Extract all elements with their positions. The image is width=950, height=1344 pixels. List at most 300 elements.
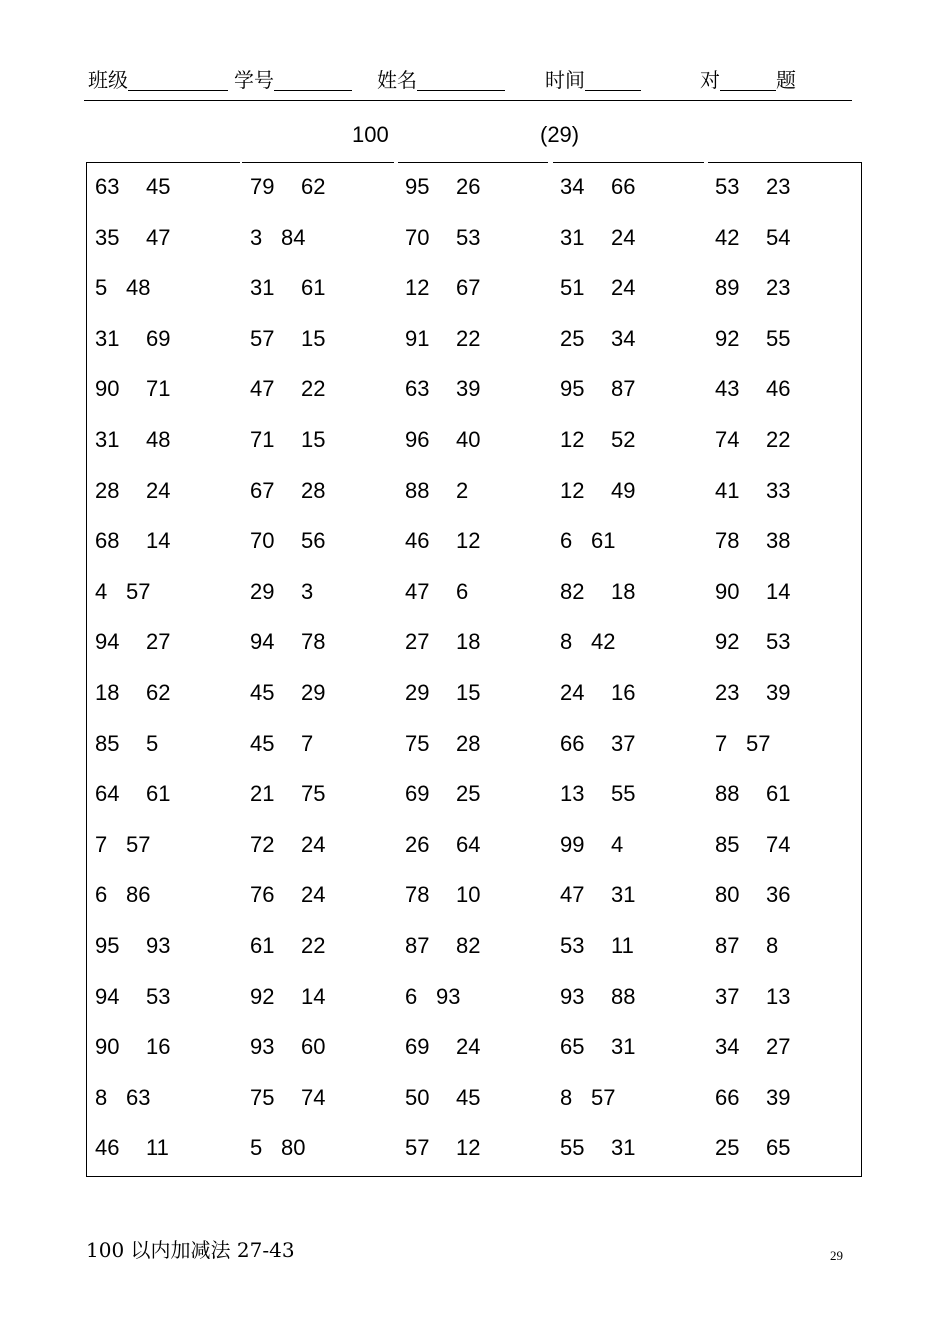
first-operand: 71 bbox=[250, 426, 275, 452]
problem-cell bbox=[95, 314, 170, 365]
second-operand: 74 bbox=[766, 831, 791, 857]
problem-cell bbox=[95, 466, 170, 517]
second-operand: 11 bbox=[146, 1135, 169, 1161]
problem-cell bbox=[250, 617, 325, 668]
problem-cell bbox=[95, 162, 170, 213]
first-operand: 69 bbox=[405, 781, 430, 807]
problem-cell bbox=[405, 516, 480, 567]
first-operand: 57 bbox=[250, 325, 275, 351]
first-operand: 6 bbox=[95, 882, 108, 908]
first-operand: 63 bbox=[95, 174, 120, 199]
second-operand: 31 bbox=[611, 1135, 636, 1161]
first-operand: 34 bbox=[560, 174, 585, 199]
second-operand: 87 bbox=[611, 376, 636, 402]
problem-cell bbox=[405, 921, 480, 972]
problem-cell bbox=[250, 1123, 305, 1174]
first-operand: 29 bbox=[405, 679, 430, 705]
first-operand: 68 bbox=[95, 528, 120, 554]
problem-cell bbox=[715, 567, 790, 618]
first-operand: 70 bbox=[405, 224, 430, 250]
second-operand: 5 bbox=[146, 730, 159, 756]
problem-cell bbox=[250, 820, 325, 871]
first-operand: 91 bbox=[405, 325, 430, 351]
problem-cell bbox=[560, 466, 635, 517]
problem-cell bbox=[560, 1073, 615, 1124]
second-operand: 55 bbox=[766, 325, 791, 351]
second-operand: 84 bbox=[281, 224, 306, 250]
first-operand: 18 bbox=[95, 679, 120, 705]
problem-cell bbox=[715, 668, 790, 719]
second-operand: 14 bbox=[766, 578, 791, 604]
problem-cell bbox=[405, 213, 480, 264]
second-operand: 15 bbox=[301, 325, 326, 351]
problem-cell bbox=[560, 1022, 635, 1073]
problem-cell bbox=[95, 719, 158, 770]
second-operand: 23 bbox=[766, 275, 791, 301]
second-operand: 13 bbox=[766, 983, 791, 1009]
first-operand: 35 bbox=[95, 224, 120, 250]
problem-cell bbox=[250, 364, 325, 415]
second-operand: 24 bbox=[301, 882, 326, 908]
problem-cell bbox=[560, 415, 635, 466]
problem-cell bbox=[405, 870, 480, 921]
second-operand: 28 bbox=[456, 730, 481, 756]
second-operand: 14 bbox=[146, 528, 171, 554]
problem-cell bbox=[560, 870, 635, 921]
time-blank[interactable] bbox=[585, 68, 641, 91]
first-operand: 90 bbox=[715, 578, 740, 604]
second-operand: 25 bbox=[456, 781, 481, 807]
problem-cell bbox=[95, 567, 150, 618]
second-operand: 86 bbox=[126, 882, 151, 908]
second-operand: 75 bbox=[301, 781, 326, 807]
second-operand: 57 bbox=[126, 578, 151, 604]
problem-cell bbox=[405, 820, 480, 871]
table-row bbox=[95, 1022, 860, 1073]
problem-cell bbox=[560, 617, 615, 668]
first-operand: 21 bbox=[250, 781, 275, 807]
second-operand: 27 bbox=[766, 1034, 791, 1060]
problem-cell bbox=[95, 1022, 170, 1073]
worksheet-header bbox=[84, 64, 852, 101]
table-row bbox=[95, 567, 860, 618]
problem-cell bbox=[560, 263, 635, 314]
first-operand: 89 bbox=[715, 275, 740, 301]
first-operand: 65 bbox=[560, 1034, 585, 1060]
problem-cell bbox=[560, 1123, 635, 1174]
second-operand: 88 bbox=[611, 983, 636, 1009]
second-operand: 22 bbox=[301, 932, 326, 958]
first-operand: 27 bbox=[405, 629, 430, 655]
second-operand: 39 bbox=[766, 679, 791, 705]
problem-cell bbox=[405, 567, 468, 618]
second-operand: 80 bbox=[281, 1135, 306, 1161]
problem-cell bbox=[715, 921, 778, 972]
second-operand: 12 bbox=[456, 528, 481, 554]
table-row bbox=[95, 719, 860, 770]
second-operand: 53 bbox=[146, 983, 171, 1009]
problem-cell bbox=[250, 162, 325, 213]
first-operand: 92 bbox=[715, 629, 740, 655]
first-operand: 78 bbox=[405, 882, 430, 908]
second-operand: 57 bbox=[746, 730, 771, 756]
first-operand: 34 bbox=[715, 1034, 740, 1060]
second-operand: 12 bbox=[456, 1135, 481, 1161]
first-operand: 46 bbox=[95, 1135, 120, 1161]
second-operand: 24 bbox=[301, 831, 326, 857]
second-operand: 78 bbox=[301, 629, 326, 655]
first-operand: 67 bbox=[250, 477, 275, 503]
first-operand: 96 bbox=[405, 426, 430, 452]
second-operand: 62 bbox=[146, 679, 171, 705]
first-operand: 13 bbox=[560, 781, 585, 807]
first-operand: 80 bbox=[715, 882, 740, 908]
problem-cell bbox=[250, 769, 325, 820]
second-operand: 61 bbox=[301, 275, 326, 301]
problem-cell bbox=[405, 972, 460, 1023]
second-operand: 63 bbox=[126, 1084, 151, 1110]
problem-cell bbox=[250, 870, 325, 921]
problem-cell bbox=[250, 972, 325, 1023]
second-operand: 6 bbox=[456, 578, 469, 604]
problem-cell bbox=[715, 364, 790, 415]
problem-cell bbox=[715, 769, 790, 820]
table-row bbox=[95, 516, 860, 567]
problem-cell bbox=[560, 769, 635, 820]
first-operand: 28 bbox=[95, 477, 120, 503]
first-operand: 31 bbox=[250, 275, 275, 301]
problem-cell bbox=[715, 1022, 790, 1073]
table-row bbox=[95, 668, 860, 719]
problem-cell bbox=[250, 668, 325, 719]
table-row bbox=[95, 314, 860, 365]
problem-cell bbox=[95, 769, 170, 820]
problem-cell bbox=[405, 668, 480, 719]
second-operand: 24 bbox=[456, 1034, 481, 1060]
first-operand: 93 bbox=[560, 983, 585, 1009]
table-row bbox=[95, 415, 860, 466]
first-operand: 95 bbox=[95, 932, 120, 958]
second-operand: 45 bbox=[456, 1084, 481, 1110]
second-operand: 74 bbox=[301, 1084, 326, 1110]
problem-cell bbox=[715, 1073, 790, 1124]
second-operand: 93 bbox=[436, 983, 461, 1009]
problem-cell bbox=[560, 820, 623, 871]
second-operand: 61 bbox=[766, 781, 791, 807]
student-id-field bbox=[234, 64, 352, 93]
first-operand: 47 bbox=[405, 578, 430, 604]
problem-cell bbox=[715, 162, 790, 213]
problem-cell bbox=[405, 415, 480, 466]
second-operand: 24 bbox=[611, 275, 636, 301]
first-operand: 45 bbox=[250, 679, 275, 705]
first-operand: 87 bbox=[405, 932, 430, 958]
problem-cell bbox=[405, 1073, 480, 1124]
problem-cell bbox=[405, 719, 480, 770]
first-operand: 72 bbox=[250, 831, 275, 857]
second-operand: 11 bbox=[611, 932, 634, 958]
table-row bbox=[95, 1123, 860, 1174]
second-operand: 61 bbox=[146, 781, 171, 807]
table-row bbox=[95, 263, 860, 314]
first-operand: 46 bbox=[405, 528, 430, 554]
second-operand: 34 bbox=[611, 325, 636, 351]
problem-cell bbox=[405, 263, 480, 314]
second-operand: 31 bbox=[611, 882, 636, 908]
time-field bbox=[545, 64, 641, 93]
second-operand: 33 bbox=[766, 477, 791, 503]
problem-cell bbox=[250, 314, 325, 365]
problem-cell bbox=[715, 263, 790, 314]
second-operand: 14 bbox=[301, 983, 326, 1009]
table-row bbox=[95, 1073, 860, 1124]
first-operand: 5 bbox=[95, 275, 108, 301]
second-operand: 42 bbox=[591, 629, 616, 655]
first-operand: 29 bbox=[250, 578, 275, 604]
problem-cell bbox=[250, 921, 325, 972]
table-row bbox=[95, 213, 860, 264]
problem-cell bbox=[95, 1123, 169, 1174]
second-operand: 38 bbox=[766, 528, 791, 554]
first-operand: 23 bbox=[715, 679, 740, 705]
questions-label: 题 bbox=[776, 68, 796, 92]
first-operand: 69 bbox=[405, 1034, 430, 1060]
name-label: 姓名 bbox=[377, 68, 417, 92]
first-operand: 6 bbox=[405, 983, 418, 1009]
score-field bbox=[700, 64, 796, 93]
problem-cell bbox=[715, 617, 790, 668]
problem-cell bbox=[715, 415, 790, 466]
second-operand: 3 bbox=[301, 578, 314, 604]
second-operand: 22 bbox=[456, 325, 481, 351]
subtitle-range: 100 bbox=[352, 122, 389, 147]
first-operand: 99 bbox=[560, 831, 585, 857]
table-row bbox=[95, 466, 860, 517]
table-row bbox=[95, 162, 860, 213]
second-operand: 2 bbox=[456, 477, 469, 503]
second-operand: 54 bbox=[766, 224, 791, 250]
second-operand: 15 bbox=[456, 679, 481, 705]
first-operand: 88 bbox=[715, 781, 740, 807]
problem-cell bbox=[560, 972, 635, 1023]
table-row bbox=[95, 820, 860, 871]
first-operand: 95 bbox=[560, 376, 585, 402]
problem-cell bbox=[95, 415, 170, 466]
second-operand: 10 bbox=[456, 882, 481, 908]
first-operand: 90 bbox=[95, 376, 120, 402]
second-operand: 15 bbox=[301, 426, 326, 452]
problem-cell bbox=[250, 719, 313, 770]
second-operand: 37 bbox=[611, 730, 636, 756]
problem-cell bbox=[405, 617, 480, 668]
second-operand: 67 bbox=[456, 275, 481, 301]
first-operand: 66 bbox=[560, 730, 585, 756]
first-operand: 47 bbox=[250, 376, 275, 402]
first-operand: 94 bbox=[95, 983, 120, 1009]
second-operand: 55 bbox=[611, 781, 636, 807]
first-operand: 37 bbox=[715, 983, 740, 1009]
problem-cell bbox=[95, 263, 150, 314]
name-field bbox=[377, 64, 505, 93]
problem-cell bbox=[560, 516, 615, 567]
second-operand: 57 bbox=[126, 831, 151, 857]
first-operand: 31 bbox=[560, 224, 585, 250]
second-operand: 45 bbox=[146, 174, 171, 199]
first-operand: 63 bbox=[405, 376, 430, 402]
second-operand: 18 bbox=[456, 629, 481, 655]
second-operand: 46 bbox=[766, 376, 791, 402]
time-label: 时间 bbox=[545, 68, 585, 92]
problem-cell bbox=[250, 466, 325, 517]
second-operand: 53 bbox=[766, 629, 791, 655]
second-operand: 39 bbox=[766, 1084, 791, 1110]
first-operand: 55 bbox=[560, 1135, 585, 1161]
page-number: 29 bbox=[830, 1248, 843, 1263]
second-operand: 62 bbox=[301, 174, 326, 199]
first-operand: 75 bbox=[405, 730, 430, 756]
problem-cell bbox=[95, 870, 150, 921]
second-operand: 22 bbox=[301, 376, 326, 402]
class-blank[interactable] bbox=[128, 68, 228, 91]
problem-cell bbox=[405, 466, 468, 517]
class-field bbox=[88, 64, 228, 93]
first-operand: 76 bbox=[250, 882, 275, 908]
first-operand: 51 bbox=[560, 275, 585, 301]
problem-cell bbox=[95, 516, 170, 567]
table-row bbox=[95, 972, 860, 1023]
first-operand: 8 bbox=[95, 1084, 108, 1110]
first-operand: 25 bbox=[715, 1135, 740, 1161]
second-operand: 36 bbox=[766, 882, 791, 908]
second-operand: 16 bbox=[146, 1034, 171, 1060]
first-operand: 61 bbox=[250, 932, 275, 958]
first-operand: 85 bbox=[715, 831, 740, 857]
problem-cell bbox=[250, 1022, 325, 1073]
first-operand: 53 bbox=[560, 932, 585, 958]
second-operand: 18 bbox=[611, 578, 636, 604]
name-blank[interactable] bbox=[417, 68, 505, 91]
problem-cell bbox=[250, 213, 305, 264]
problem-cell bbox=[560, 921, 634, 972]
problem-cell bbox=[715, 466, 790, 517]
first-operand: 3 bbox=[250, 224, 263, 250]
first-operand: 57 bbox=[405, 1135, 430, 1161]
second-operand: 48 bbox=[126, 275, 151, 301]
second-operand: 28 bbox=[301, 477, 326, 503]
second-operand: 7 bbox=[301, 730, 314, 756]
problem-cell bbox=[560, 314, 635, 365]
problem-cell bbox=[715, 972, 790, 1023]
problem-cell bbox=[95, 972, 170, 1023]
first-operand: 42 bbox=[715, 224, 740, 250]
first-operand: 92 bbox=[715, 325, 740, 351]
footer-title: 100 以内加减法 27-43 bbox=[86, 1238, 295, 1262]
student-id-label: 学号 bbox=[234, 68, 274, 92]
second-operand: 4 bbox=[611, 831, 624, 857]
problem-cell bbox=[95, 668, 170, 719]
first-operand: 7 bbox=[715, 730, 728, 756]
second-operand: 60 bbox=[301, 1034, 326, 1060]
first-operand: 93 bbox=[250, 1034, 275, 1060]
first-operand: 12 bbox=[560, 477, 585, 503]
problem-cell bbox=[250, 1073, 325, 1124]
second-operand: 40 bbox=[456, 426, 481, 452]
first-operand: 53 bbox=[715, 174, 740, 199]
problem-cell bbox=[715, 516, 790, 567]
second-operand: 61 bbox=[591, 528, 616, 554]
first-operand: 31 bbox=[95, 325, 120, 351]
second-operand: 22 bbox=[766, 426, 791, 452]
problem-cell bbox=[95, 617, 170, 668]
problem-cell bbox=[560, 567, 635, 618]
problem-cell bbox=[250, 263, 325, 314]
second-operand: 47 bbox=[146, 224, 171, 250]
correct-count-blank[interactable] bbox=[720, 68, 776, 91]
first-operand: 47 bbox=[560, 882, 585, 908]
first-operand: 92 bbox=[250, 983, 275, 1009]
student-id-blank[interactable] bbox=[274, 68, 352, 91]
table-row bbox=[95, 617, 860, 668]
correct-label: 对 bbox=[700, 68, 720, 92]
subtitle-sheet-number: (29) bbox=[540, 122, 580, 147]
problem-cell bbox=[560, 364, 635, 415]
problem-cell bbox=[95, 820, 150, 871]
problem-cell bbox=[560, 668, 635, 719]
first-operand: 8 bbox=[560, 629, 573, 655]
first-operand: 90 bbox=[95, 1034, 120, 1060]
problem-cell bbox=[95, 364, 170, 415]
second-operand: 24 bbox=[611, 224, 636, 250]
problem-cell bbox=[405, 162, 480, 213]
problem-cell bbox=[715, 719, 770, 770]
second-operand: 64 bbox=[456, 831, 481, 857]
problem-cell bbox=[250, 567, 313, 618]
first-operand: 88 bbox=[405, 477, 430, 503]
class-label: 班级 bbox=[88, 68, 128, 92]
first-operand: 26 bbox=[405, 831, 430, 857]
problem-cell bbox=[405, 314, 480, 365]
second-operand: 52 bbox=[611, 426, 636, 452]
problem-cell bbox=[405, 1123, 480, 1174]
first-operand: 4 bbox=[95, 578, 108, 604]
table-row bbox=[95, 769, 860, 820]
problem-cell bbox=[95, 921, 170, 972]
first-operand: 25 bbox=[560, 325, 585, 351]
problem-cell bbox=[560, 162, 635, 213]
second-operand: 39 bbox=[456, 376, 481, 402]
first-operand: 74 bbox=[715, 426, 740, 452]
second-operand: 53 bbox=[456, 224, 481, 250]
first-operand: 8 bbox=[560, 1084, 573, 1110]
problem-cell bbox=[715, 820, 790, 871]
problem-cell bbox=[715, 1123, 790, 1174]
second-operand: 49 bbox=[611, 477, 636, 503]
second-operand: 66 bbox=[611, 174, 636, 199]
problem-grid bbox=[95, 162, 860, 1174]
second-operand: 31 bbox=[611, 1034, 636, 1060]
first-operand: 94 bbox=[95, 629, 120, 655]
problem-cell bbox=[250, 516, 325, 567]
second-operand: 69 bbox=[146, 325, 171, 351]
second-operand: 71 bbox=[146, 376, 171, 402]
first-operand: 50 bbox=[405, 1084, 430, 1110]
first-operand: 85 bbox=[95, 730, 120, 756]
problem-cell bbox=[560, 719, 635, 770]
first-operand: 7 bbox=[95, 831, 108, 857]
first-operand: 75 bbox=[250, 1084, 275, 1110]
first-operand: 95 bbox=[405, 174, 430, 199]
first-operand: 70 bbox=[250, 528, 275, 554]
